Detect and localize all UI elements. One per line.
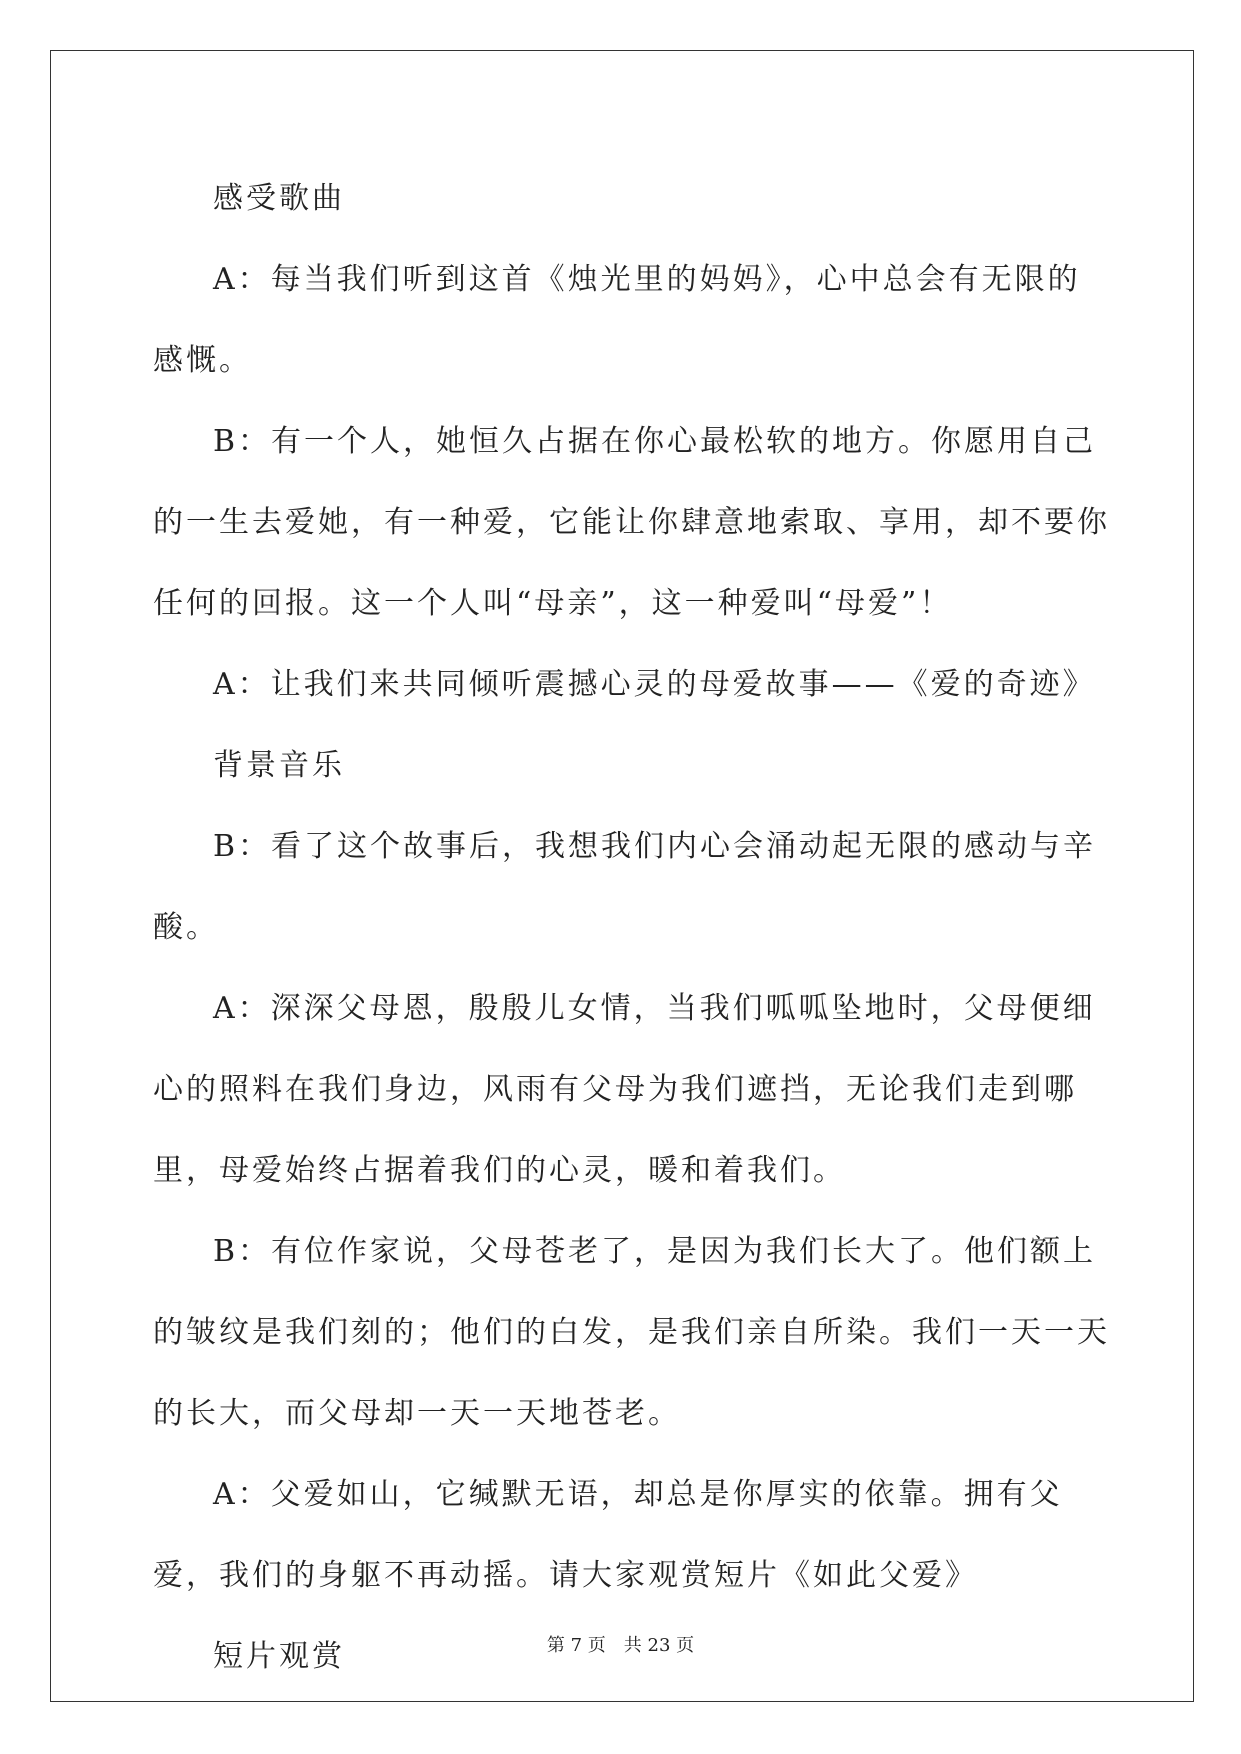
- paragraph-short-film: 短片观赏: [213, 1639, 345, 1674]
- page-number: 第 7 页 共 23 页: [546, 1635, 695, 1656]
- paragraph-background-music: 背景音乐: [213, 748, 345, 783]
- paragraph-b-mother-love: B：有一个人，她恒久占据在你心最松软的地方。你愿用自己的一生去爱她，有一种爱，它能让你肆意地索取、享用，却不要你任何的回报。这一个人叫“母亲”，这一种爱叫“母爱”！: [153, 424, 1110, 621]
- document-body: [153, 158, 1113, 1697]
- paragraph-a-father-love: A：父爱如山，它缄默无语，却总是你厚实的依靠。拥有父爱，我们的身躯不再动摇。请大家观赏短片《如此父爱》: [153, 1477, 1063, 1593]
- paragraph-b-writer: B：有位作家说，父母苍老了，是因为我们长大了。他们额上的皱纹是我们刻的；他们的白发，是我们亲自所染。我们一天一天的长大，而父母却一天一天地苍老。: [153, 1234, 1110, 1431]
- paragraph-b-story: B：看了这个故事后，我想我们内心会涌动起无限的感动与辛酸。: [153, 829, 1097, 945]
- paragraph-song: 感受歌曲: [213, 181, 345, 216]
- paragraph-a-parents: A：深深父母恩，殷殷儿女情，当我们呱呱坠地时，父母便细心的照料在我们身边，风雨有父母为我们遮挡，无论我们走到哪里，母爱始终占据着我们的心灵，暖和着我们。: [153, 991, 1096, 1188]
- paragraph-a-miracle: A：让我们来共同倾听震撼心灵的母爱故事——《爱的奇迹》: [213, 667, 1096, 702]
- paragraph-a-candlelight: A：每当我们听到这首《烛光里的妈妈》，心中总会有无限的感慨。: [153, 262, 1081, 378]
